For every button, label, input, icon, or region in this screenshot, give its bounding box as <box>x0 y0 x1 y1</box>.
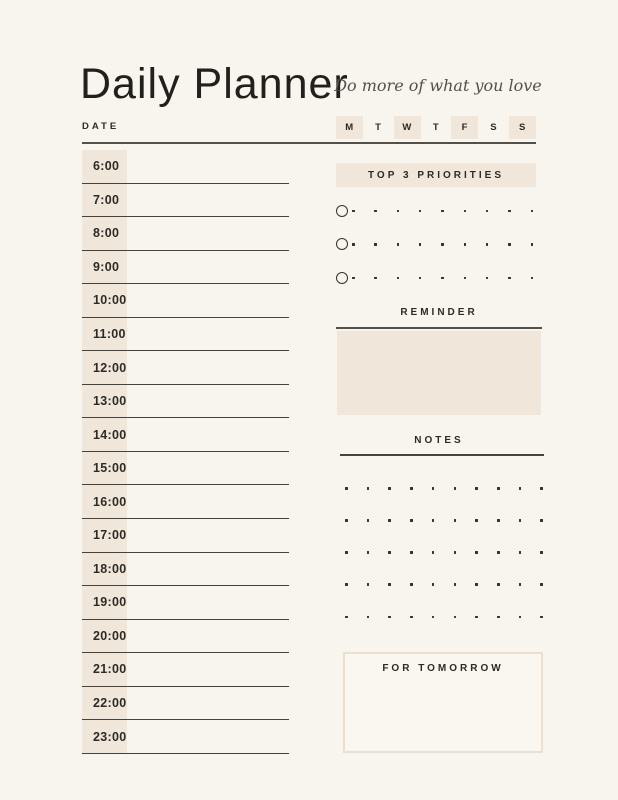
dot-icon <box>464 210 467 213</box>
dot-icon <box>388 551 391 554</box>
time-row-13[interactable] <box>82 586 289 620</box>
priority-dots-line <box>352 210 533 213</box>
time-label: 20:00 <box>93 628 127 643</box>
dot-icon <box>497 551 500 554</box>
dot-icon <box>475 487 478 490</box>
time-row-4[interactable] <box>82 284 289 318</box>
reminder-box[interactable] <box>337 331 541 415</box>
priorities-header: TOP 3 PRIORITIES <box>336 163 536 187</box>
dot-icon <box>519 583 522 586</box>
priority-row-2[interactable] <box>336 261 542 295</box>
dot-icon <box>419 277 422 280</box>
time-row-16[interactable] <box>82 687 289 721</box>
priority-rows <box>336 194 542 295</box>
time-label: 17:00 <box>93 528 127 543</box>
time-row-14[interactable] <box>82 620 289 654</box>
notes-dot-grid[interactable] <box>345 487 543 618</box>
dot-icon <box>367 616 370 619</box>
time-row-9[interactable] <box>82 452 289 486</box>
dot-icon <box>432 519 435 522</box>
reminder-title: REMINDER <box>400 307 478 318</box>
time-row-6[interactable] <box>82 351 289 385</box>
day-cell-4[interactable]: F <box>451 116 478 139</box>
dot-icon <box>397 243 400 246</box>
dot-icon <box>397 277 400 280</box>
priority-circle-icon <box>336 272 348 284</box>
time-label: 14:00 <box>93 427 127 442</box>
time-row-11[interactable] <box>82 519 289 553</box>
dot-icon <box>367 487 370 490</box>
dot-icon <box>531 243 534 246</box>
dot-icon <box>345 616 348 619</box>
time-row-15[interactable] <box>82 653 289 687</box>
dot-icon <box>519 616 522 619</box>
dot-icon <box>497 616 500 619</box>
time-row-12[interactable] <box>82 553 289 587</box>
time-label: 16:00 <box>93 494 127 509</box>
dot-icon <box>540 519 543 522</box>
time-row-10[interactable] <box>82 485 289 519</box>
time-label: 12:00 <box>93 360 127 375</box>
time-label: 9:00 <box>93 259 120 274</box>
notes-dot-row-0 <box>345 487 543 490</box>
dot-icon <box>397 210 400 213</box>
dot-icon <box>454 519 457 522</box>
time-row-17[interactable] <box>82 720 289 754</box>
reminder-divider-line <box>336 327 542 329</box>
day-cell-3[interactable]: T <box>432 122 440 133</box>
dot-icon <box>388 487 391 490</box>
time-row-8[interactable] <box>82 418 289 452</box>
dot-icon <box>486 210 489 213</box>
priority-circle-icon <box>336 205 348 217</box>
week-days <box>336 116 536 139</box>
time-row-1[interactable] <box>82 184 289 218</box>
dot-icon <box>410 551 413 554</box>
time-label: 23:00 <box>93 729 127 744</box>
priority-dots-line <box>352 243 533 246</box>
dot-icon <box>454 551 457 554</box>
time-label: 19:00 <box>93 595 127 610</box>
time-label: 6:00 <box>93 159 120 174</box>
dot-icon <box>475 519 478 522</box>
time-label: 21:00 <box>93 662 127 677</box>
dot-icon <box>410 519 413 522</box>
dot-icon <box>531 277 534 280</box>
day-cell-2[interactable]: W <box>394 116 421 139</box>
dot-icon <box>345 519 348 522</box>
dot-icon <box>540 583 543 586</box>
dot-icon <box>345 583 348 586</box>
dot-icon <box>486 243 489 246</box>
day-cell-0[interactable]: M <box>336 116 363 139</box>
page-title: Daily Planner <box>80 60 349 108</box>
dot-icon <box>464 243 467 246</box>
dot-icon <box>540 551 543 554</box>
dot-icon <box>388 583 391 586</box>
dot-icon <box>410 487 413 490</box>
time-label: 13:00 <box>93 394 127 409</box>
dot-icon <box>531 210 534 213</box>
dot-icon <box>367 583 370 586</box>
day-cell-1[interactable]: T <box>375 122 382 133</box>
dot-icon <box>345 487 348 490</box>
dot-icon <box>454 616 457 619</box>
dot-icon <box>367 551 370 554</box>
time-row-0[interactable] <box>82 150 289 184</box>
dot-icon <box>519 551 522 554</box>
schedule-grid <box>82 150 289 754</box>
time-label: 8:00 <box>93 226 120 241</box>
dot-icon <box>374 243 377 246</box>
dot-icon <box>475 583 478 586</box>
notes-dot-row-1 <box>345 519 543 522</box>
dot-icon <box>540 616 543 619</box>
dot-icon <box>486 277 489 280</box>
dot-icon <box>454 583 457 586</box>
dot-icon <box>508 243 511 246</box>
dot-icon <box>441 210 444 213</box>
dot-icon <box>519 519 522 522</box>
dot-icon <box>432 583 435 586</box>
dot-icon <box>388 519 391 522</box>
dot-icon <box>410 616 413 619</box>
time-row-2[interactable] <box>82 217 289 251</box>
day-cell-5[interactable]: S <box>490 122 498 133</box>
dot-icon <box>419 210 422 213</box>
header-divider-line <box>82 142 536 144</box>
dot-icon <box>497 583 500 586</box>
date-label: DATE <box>82 121 120 132</box>
day-cell-6[interactable]: S <box>509 116 536 139</box>
priority-row-1[interactable] <box>336 228 542 262</box>
dot-icon <box>419 243 422 246</box>
time-label: 18:00 <box>93 561 127 576</box>
dot-icon <box>508 210 511 213</box>
time-label: 15:00 <box>93 461 127 476</box>
dot-icon <box>441 243 444 246</box>
dot-icon <box>367 519 370 522</box>
time-row-3[interactable] <box>82 251 289 285</box>
dot-icon <box>374 210 377 213</box>
dot-icon <box>540 487 543 490</box>
dot-icon <box>388 616 391 619</box>
dot-icon <box>464 277 467 280</box>
time-label: 11:00 <box>93 327 126 341</box>
time-row-5[interactable] <box>82 318 289 352</box>
tagline-script: Do more of what you love <box>334 76 542 95</box>
dot-icon <box>475 616 478 619</box>
dot-icon <box>345 551 348 554</box>
dot-icon <box>374 277 377 280</box>
time-label: 22:00 <box>93 696 127 711</box>
dot-icon <box>441 277 444 280</box>
dot-icon <box>432 616 435 619</box>
dot-icon <box>352 243 355 246</box>
notes-dot-row-3 <box>345 583 543 586</box>
notes-dot-row-2 <box>345 551 543 554</box>
priority-row-0[interactable] <box>336 194 542 228</box>
dot-icon <box>454 487 457 490</box>
dot-icon <box>497 519 500 522</box>
dot-icon <box>508 277 511 280</box>
time-row-7[interactable] <box>82 385 289 419</box>
dot-icon <box>352 277 355 280</box>
dot-icon <box>475 551 478 554</box>
notes-title: NOTES <box>414 435 464 446</box>
priority-circle-icon <box>336 238 348 250</box>
dot-icon <box>519 487 522 490</box>
tomorrow-box[interactable] <box>343 652 543 753</box>
dot-icon <box>497 487 500 490</box>
time-label: 7:00 <box>93 192 120 207</box>
dot-icon <box>352 210 355 213</box>
notes-dot-row-4 <box>345 616 543 619</box>
dot-icon <box>410 583 413 586</box>
dot-icon <box>432 487 435 490</box>
dot-icon <box>432 551 435 554</box>
tomorrow-title: FOR TOMORROW <box>382 663 504 674</box>
time-label: 10:00 <box>93 293 127 308</box>
notes-divider-line <box>340 454 544 456</box>
priority-dots-line <box>352 277 533 280</box>
